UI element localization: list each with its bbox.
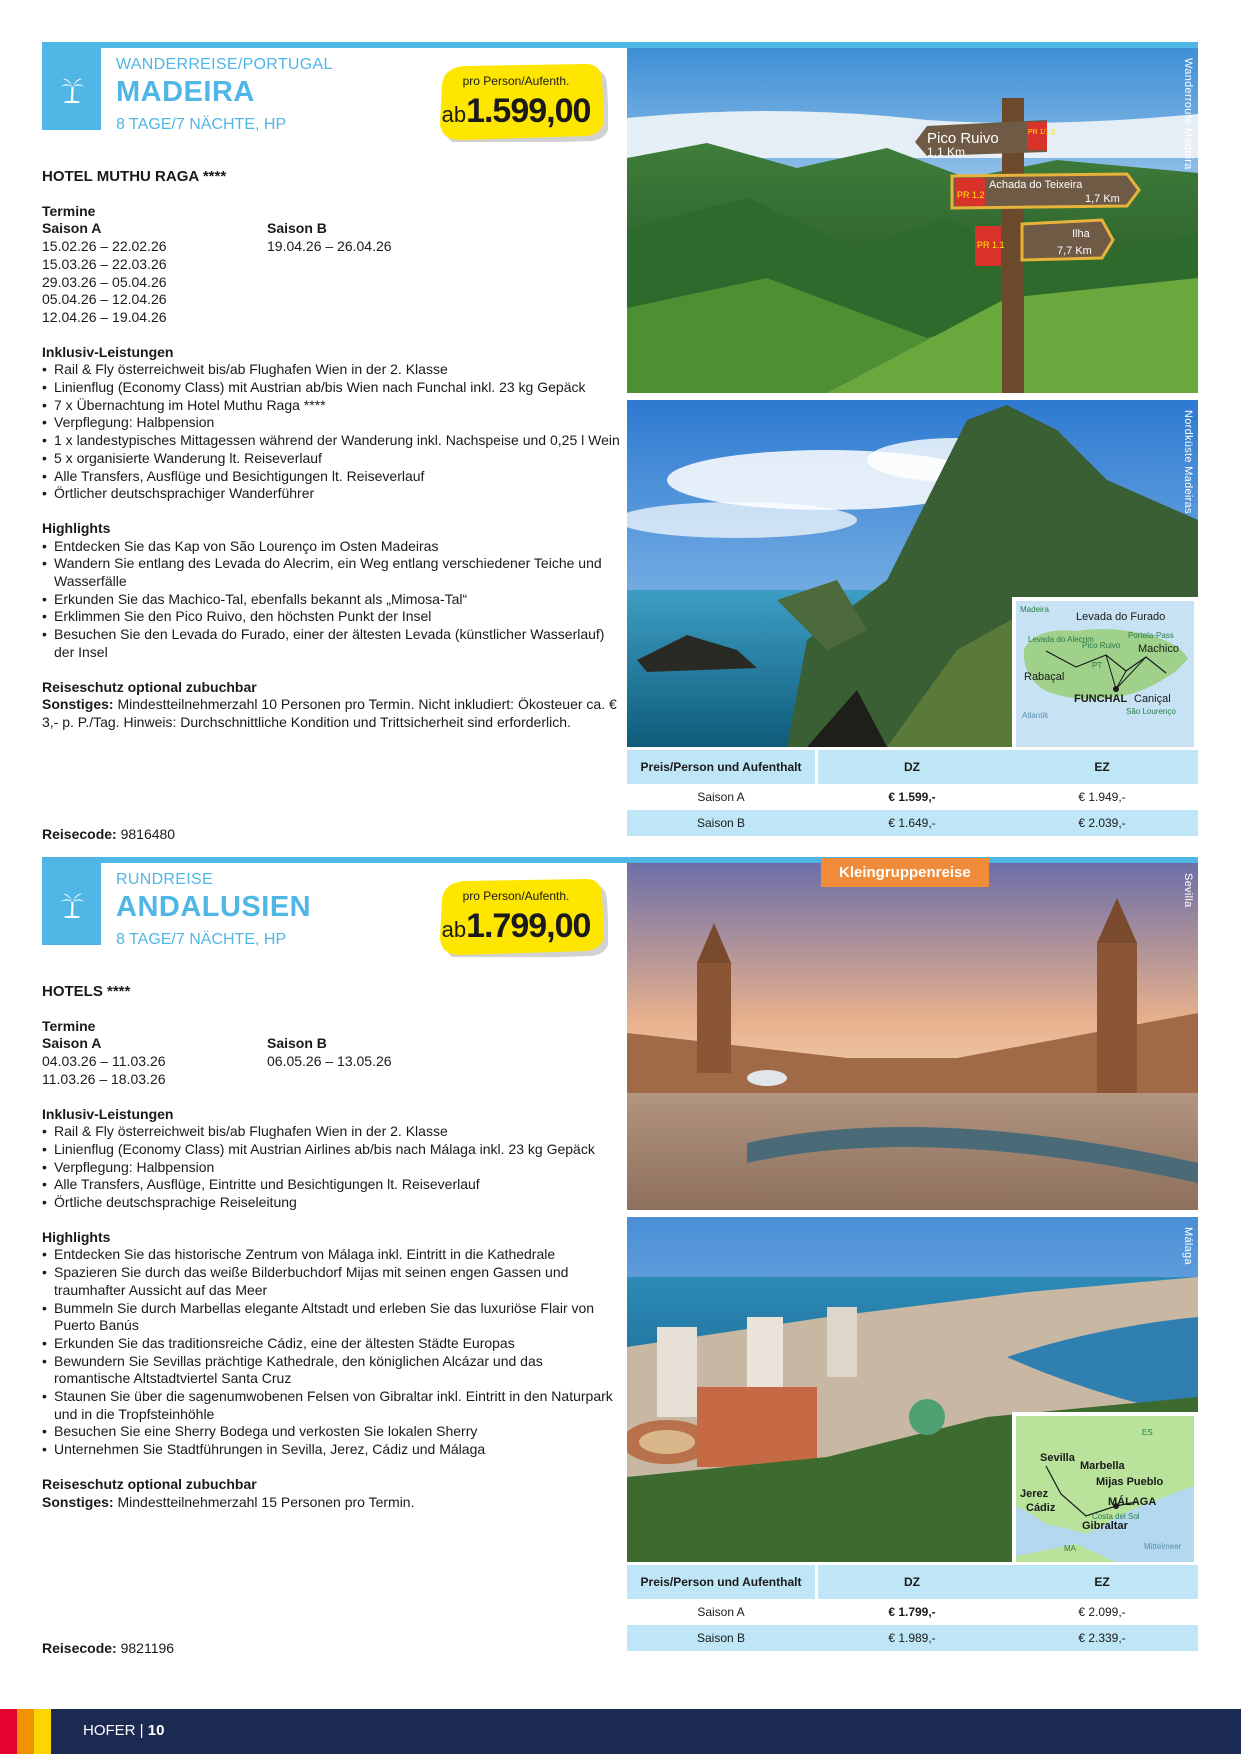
list-item: • Erkunden Sie das traditionsreiche Cádiz, eine der ältesten Städte Europas <box>42 1335 622 1353</box>
list-item: • Unternehmen Sie Stadtführungen in Sevilla, Jerez, Cádiz und Málaga <box>42 1441 622 1459</box>
inklusiv-list <box>42 361 622 503</box>
saison-a-column <box>42 1035 267 1088</box>
list-item: • Erklimmen Sie den Pico Ruivo, den höchsten Punkt der Insel <box>42 608 622 626</box>
page-footer <box>0 1709 1241 1754</box>
photo-sevilla <box>627 863 1198 1210</box>
price-prefix: ab <box>441 102 467 127</box>
sign-achada-dist: 1,7 Km <box>1085 193 1120 205</box>
sonstiges-text: Mindestteilnehmerzahl 10 Personen pro Termin. Nicht inkludiert: Ökosteuer ca. € 3,- p. P./Tag. Hinweis: Durchschnittliche Kondition und Trittsicherheit sind erforderlich. <box>42 696 617 730</box>
sonstiges-label: Sonstiges: <box>42 696 114 713</box>
list-item: • Staunen Sie über die sagenumwobenen Felsen von Gibraltar inkl. Eintritt in den Naturpark und in die Tropfsteinhöhle <box>42 1388 622 1423</box>
list-item: • Entdecken Sie das Kap von São Lourenço im Osten Madeiras <box>42 538 622 556</box>
offer-title: ANDALUSIEN <box>116 891 312 923</box>
termine-heading: Termine <box>42 1017 96 1034</box>
sign-achada: Achada do Teixeira <box>989 179 1083 191</box>
table-header-row <box>627 1565 1198 1599</box>
price-label: pro Person/Aufenth. <box>462 889 570 903</box>
map-ma: MA <box>1064 1544 1076 1553</box>
table-row <box>627 784 1198 810</box>
list-item: • Verpflegung: Halbpension <box>42 1159 622 1177</box>
map-pico-ruivo: Pico Ruivo <box>1082 641 1121 650</box>
list-item: • Rail & Fly österreichweit bis/ab Flughafen Wien in der 2. Klasse <box>42 1123 622 1141</box>
highlights-list <box>42 1246 622 1458</box>
list-item: • Entdecken Sie das historische Zentrum von Málaga inkl. Eintritt in die Kathedrale <box>42 1246 622 1264</box>
map-madeira <box>1012 597 1198 751</box>
map-sevilla: Sevilla <box>1040 1452 1075 1464</box>
date-range: 05.04.26 – 12.04.26 <box>42 291 167 308</box>
inklusiv-list <box>42 1123 622 1212</box>
photo-caption: Wanderroute Madeira <box>1182 58 1194 170</box>
highlights-heading: Highlights <box>42 1228 111 1245</box>
inklusiv-heading: Inklusiv-Leistungen <box>42 1105 174 1122</box>
price-ez: € 2.039,- <box>1006 810 1198 836</box>
price-table <box>627 750 1198 836</box>
map-sao-lourenco: São Lourenço <box>1126 707 1176 716</box>
price-label: pro Person/Aufenth. <box>462 74 570 88</box>
map-gibraltar: Gibraltar <box>1082 1520 1128 1532</box>
list-item: • Erkunden Sie das Machico-Tal, ebenfalls bekannt als „Mimosa-Tal“ <box>42 591 622 609</box>
price-value <box>436 92 596 131</box>
map-costa: Costa del Sol <box>1092 1512 1140 1521</box>
sign-ilha: Ilha <box>1072 228 1090 240</box>
list-item: • 5 x organisierte Wanderung lt. Reiseverlauf <box>42 450 622 468</box>
list-item: • Alle Transfers, Ausflüge, Eintritte und Besichtigungen lt. Reiseverlauf <box>42 1176 622 1194</box>
list-item: • Örtlicher deutschsprachiger Wanderführer <box>42 485 622 503</box>
map-sea: Atlantik <box>1022 711 1049 720</box>
date-range: 11.03.26 – 18.03.26 <box>42 1070 166 1087</box>
table-header: DZ <box>818 750 1006 784</box>
footer-brand: HOFER <box>83 1722 136 1739</box>
price-ez: € 2.339,- <box>1006 1625 1198 1651</box>
saison-b-label: Saison B <box>267 220 327 237</box>
price-prefix: ab <box>441 917 467 942</box>
offer-duration: 8 TAGE/7 NÄCHTE, HP <box>116 931 287 948</box>
map-mijas: Mijas Pueblo <box>1096 1476 1164 1488</box>
list-item: • Besuchen Sie eine Sherry Bodega und verkosten Sie lokalen Sherry <box>42 1423 622 1441</box>
reisecode <box>42 826 175 842</box>
price-badge <box>436 877 608 951</box>
date-range: 12.04.26 – 19.04.26 <box>42 308 167 325</box>
map-portela: Portela-Pass <box>1128 631 1174 640</box>
map-cadiz: Cádiz <box>1026 1502 1056 1514</box>
hotel-name: HOTELS **** <box>42 983 131 1000</box>
sign-pr1: PR 1/1.2 <box>1028 129 1056 136</box>
offer-title: MADEIRA <box>116 76 255 108</box>
sign-pico: Pico Ruivo <box>927 130 999 147</box>
row-label: Saison A <box>697 1605 745 1619</box>
list-item: • Rail & Fly österreichweit bis/ab Flughafen Wien in der 2. Klasse <box>42 361 622 379</box>
reisecode-value: 9821196 <box>116 1640 175 1656</box>
map-machico: Machico <box>1138 643 1179 655</box>
saison-a-label: Saison A <box>42 1035 102 1052</box>
map-canical: Caniçal <box>1134 693 1171 705</box>
offer-details <box>42 983 622 1511</box>
price-ez: € 1.949,- <box>1078 790 1126 804</box>
sign-ilha-dist: 7,7 Km <box>1057 245 1092 257</box>
table-row <box>627 1599 1198 1625</box>
map-levada-alecrim: Levada do Alecrim <box>1028 635 1094 644</box>
palm-tree-icon <box>58 890 86 918</box>
brand-stripe <box>34 1709 51 1754</box>
inklusiv-heading: Inklusiv-Leistungen <box>42 343 174 360</box>
row-label: Saison B <box>627 1625 815 1651</box>
list-item: • Alle Transfers, Ausflüge und Besichtigungen lt. Reiseverlauf <box>42 468 622 486</box>
map-rabacal: Rabaçal <box>1024 671 1065 683</box>
offer-category: RUNDREISE <box>116 871 213 888</box>
date-range: 04.03.26 – 11.03.26 <box>42 1053 166 1070</box>
list-item: • Linienflug (Economy Class) mit Austrian ab/bis Wien nach Funchal inkl. 23 kg Gepäck <box>42 379 622 397</box>
list-item: • Bummeln Sie durch Marbellas elegante Altstadt und erleben Sie das luxuriöse Flair von Puerto Banús <box>42 1300 622 1335</box>
date-range: 29.03.26 – 05.04.26 <box>42 273 167 290</box>
reisecode-value: 9816480 <box>116 826 176 842</box>
hotel-name: HOTEL MUTHU RAGA **** <box>42 168 227 185</box>
offer-madeira <box>42 42 1198 842</box>
table-header: Preis/Person und Aufenthalt <box>627 750 815 784</box>
photo-caption: Málaga <box>1182 1227 1194 1265</box>
offer-andalusien <box>42 857 1198 1657</box>
list-item: • Besuchen Sie den Levada do Furado, einer der ältesten Levada (künstlicher Wasserlauf) der Insel <box>42 626 622 661</box>
price-badge <box>436 62 608 136</box>
sonstiges-note <box>42 696 622 731</box>
list-item: • Wandern Sie entlang des Levada do Alecrim, ein Weg entlang verschiedener Teiche und Wasserfälle <box>42 555 622 590</box>
reiseschutz-note: Reiseschutz optional zubuchbar <box>42 1475 257 1492</box>
reisecode-label: Reisecode: <box>42 1640 117 1656</box>
date-range: 06.05.26 – 13.05.26 <box>267 1053 392 1070</box>
sign-pr11: PR 1.1 <box>977 240 1005 250</box>
list-item: • 7 x Übernachtung im Hotel Muthu Raga **** <box>42 397 622 415</box>
map-funchal: FUNCHAL <box>1074 693 1128 705</box>
table-header: Preis/Person und Aufenthalt <box>627 1565 815 1599</box>
sign-pr12: PR 1.2 <box>957 190 985 200</box>
page-number: 10 <box>147 1722 165 1739</box>
offer-category: WANDERREISE/PORTUGAL <box>116 56 333 73</box>
list-item: • Bewundern Sie Sevillas prächtige Kathedrale, den königlichen Alcázar und das romantische Altstadtviertel Santa Cruz <box>42 1353 622 1388</box>
table-row <box>627 810 1198 836</box>
date-range: 15.03.26 – 22.03.26 <box>42 255 167 272</box>
list-item: • 1 x landestypisches Mittagessen während der Wanderung inkl. Nachspeise und 0,25 l Wein <box>42 432 622 450</box>
price-ez: € 2.099,- <box>1078 1605 1126 1619</box>
saison-a-label: Saison A <box>42 220 102 237</box>
map-es: ES <box>1142 1428 1153 1437</box>
palm-tree-icon <box>58 75 86 103</box>
sonstiges-label: Sonstiges: <box>42 1493 114 1510</box>
footer-pagination <box>83 1722 164 1739</box>
date-range: 19.04.26 – 26.04.26 <box>267 238 392 255</box>
table-header-row <box>627 750 1198 784</box>
row-label: Saison A <box>697 790 745 804</box>
row-label: Saison B <box>627 810 815 836</box>
list-item: • Örtliche deutschsprachige Reiseleitung <box>42 1194 622 1212</box>
date-range: 15.02.26 – 22.02.26 <box>42 238 167 255</box>
price-dz: € 1.799,- <box>888 1605 936 1619</box>
termine-heading: Termine <box>42 202 96 219</box>
saison-b-column <box>267 220 492 326</box>
brand-stripe <box>17 1709 34 1754</box>
offer-duration: 8 TAGE/7 NÄCHTE, HP <box>116 116 287 133</box>
map-jerez: Jerez <box>1020 1488 1049 1500</box>
reisecode-label: Reisecode: <box>42 826 117 842</box>
photo-caption: Sevilla <box>1182 873 1194 908</box>
kleingruppen-badge: Kleingruppenreise <box>821 858 989 887</box>
saison-b-label: Saison B <box>267 1035 327 1052</box>
offer-details <box>42 168 622 732</box>
map-malaga: MÁLAGA <box>1108 1496 1157 1508</box>
table-header: DZ <box>818 1565 1006 1599</box>
map-andalusien <box>1012 1412 1198 1566</box>
price-table <box>627 1565 1198 1651</box>
price-amount: 1.799,00 <box>466 907 591 945</box>
reiseschutz-note: Reiseschutz optional zubuchbar <box>42 678 257 695</box>
map-levada-furado: Levada do Furado <box>1076 611 1166 623</box>
price-amount: 1.599,00 <box>466 92 591 130</box>
map-pt: PT <box>1092 661 1103 670</box>
map-sea: Mittelmeer <box>1144 1542 1182 1551</box>
category-box <box>42 863 101 945</box>
map-marbella: Marbella <box>1080 1460 1125 1472</box>
map-region: Madeira <box>1020 605 1049 614</box>
price-dz: € 1.989,- <box>818 1625 1006 1651</box>
photo-signpost <box>627 48 1198 393</box>
footer-separator: | <box>135 1722 148 1739</box>
photo-caption: Nordküste Madeiras <box>1182 410 1194 514</box>
saison-b-column <box>267 1035 492 1088</box>
highlights-heading: Highlights <box>42 519 111 536</box>
highlights-list <box>42 538 622 662</box>
sign-pico-dist: 1,1 Km <box>927 145 966 159</box>
table-row <box>627 1625 1198 1651</box>
list-item: • Verpflegung: Halbpension <box>42 414 622 432</box>
reisecode <box>42 1640 174 1656</box>
brand-stripe <box>0 1709 17 1754</box>
sonstiges-note <box>42 1494 622 1512</box>
table-header: EZ <box>1006 1565 1198 1599</box>
category-box <box>42 48 101 130</box>
list-item: • Spazieren Sie durch das weiße Bilderbuchdorf Mijas mit seinen engen Gassen und traumhafter Aussicht auf das Meer <box>42 1264 622 1299</box>
price-dz: € 1.649,- <box>818 810 1006 836</box>
table-header: EZ <box>1006 750 1198 784</box>
price-dz: € 1.599,- <box>888 790 936 804</box>
saison-a-column <box>42 220 267 326</box>
sonstiges-text: Mindestteilnehmerzahl 15 Personen pro Termin. <box>113 1493 415 1510</box>
price-value <box>436 907 596 946</box>
list-item: • Linienflug (Economy Class) mit Austrian Airlines ab/bis nach Málaga inkl. 23 kg Gepäck <box>42 1141 622 1159</box>
